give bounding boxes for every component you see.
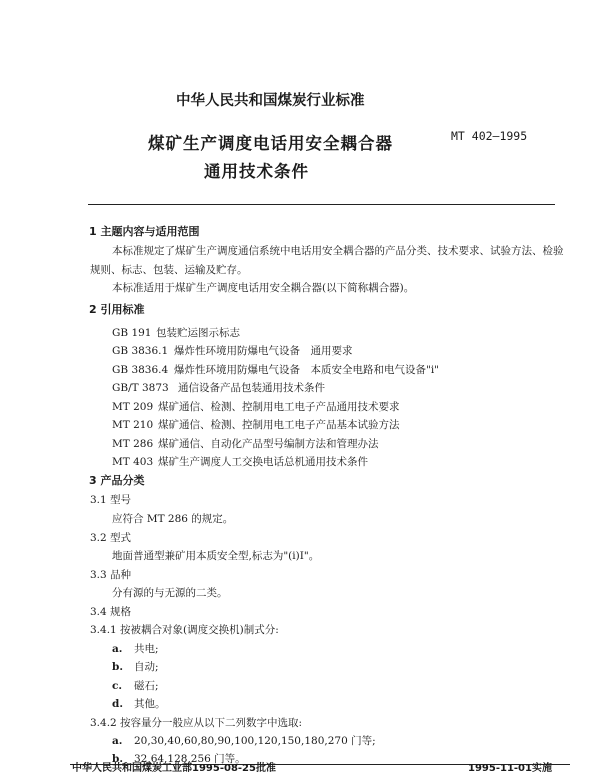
section3-1-heading: 3.1 型号	[90, 494, 132, 506]
list-item	[112, 733, 376, 748]
list-text: 自动;	[134, 661, 159, 673]
list-label: a.	[112, 643, 123, 655]
reference-item	[112, 343, 353, 358]
list-text: 32,64,128,256 门等。	[134, 753, 246, 765]
implementation-date: 1995-11-01实施	[468, 763, 552, 774]
reference-code: GB 3836.4	[112, 364, 169, 376]
reference-item	[112, 417, 400, 432]
doc-title-line1: 煤矿生产调度电话用安全耦合器	[148, 134, 393, 153]
section3-heading: 3 产品分类	[89, 474, 145, 487]
reference-code: GB 3836.1	[112, 345, 169, 357]
section3-3-heading: 3.3 品种	[90, 569, 132, 581]
reference-title: 煤矿通信、检测、控制用电工电子产品通用技术要求	[158, 401, 400, 413]
reference-item	[112, 362, 439, 377]
reference-code: MT 210	[112, 419, 154, 431]
list-item	[112, 696, 166, 711]
section1-heading: 1 主题内容与适用范围	[89, 225, 200, 238]
reference-title: 爆炸性环境用防爆电气设备 通用要求	[174, 345, 353, 357]
section3-4-2-heading: 3.4.2 按容量分一般应从以下二列数字中选取:	[90, 717, 303, 729]
section1-para2: 本标准适用于煤矿生产调度电话用安全耦合器(以下简称耦合器)。	[112, 282, 415, 294]
list-label: a.	[112, 735, 123, 747]
reference-title: 包装贮运图示标志	[156, 327, 240, 339]
list-item	[112, 659, 159, 674]
list-label: b.	[112, 753, 123, 765]
reference-code: MT 286	[112, 438, 154, 450]
list-text: 其他。	[134, 698, 166, 710]
list-item	[112, 678, 159, 693]
reference-title: 爆炸性环境用防爆电气设备 本质安全电路和电气设备"i"	[174, 364, 440, 376]
reference-title: 煤矿通信、自动化产品型号编制方法和管理办法	[158, 438, 379, 450]
reference-item	[112, 454, 368, 469]
list-text: 共电;	[134, 643, 159, 655]
reference-item	[112, 399, 400, 414]
reference-item	[112, 325, 240, 340]
list-item	[112, 641, 159, 656]
list-text: 20,30,40,60,80,90,100,120,150,180,270 门等;	[134, 735, 376, 747]
list-label: c.	[112, 680, 123, 692]
reference-code: GB 191	[112, 327, 152, 339]
list-label: b.	[112, 661, 123, 673]
section3-2-text: 地面普通型兼矿用本质安全型,标志为"(i)I"。	[112, 550, 320, 562]
section3-4-heading: 3.4 规格	[90, 606, 132, 618]
reference-item	[112, 436, 379, 451]
section3-1-text: 应符合 MT 286 的规定。	[112, 513, 234, 525]
approval-line: 中华人民共和国煤炭工业部1995-08-25批准	[72, 763, 276, 774]
reference-item	[112, 380, 325, 395]
reference-code: MT 403	[112, 456, 154, 468]
section1-para1-line1: 本标准规定了煤矿生产调度通信系统中电话用安全耦合器的产品分类、技术要求、试验方法、检验	[112, 245, 564, 257]
reference-title: 煤矿通信、检测、控制用电工电子产品基本试验方法	[158, 419, 400, 431]
section3-2-heading: 3.2 型式	[90, 532, 132, 544]
doc-title-line2: 通用技术条件	[204, 162, 309, 181]
list-label: d.	[112, 698, 123, 710]
reference-code: MT 209	[112, 401, 154, 413]
org-title: 中华人民共和国煤炭行业标准	[176, 93, 365, 109]
section1-para1-line2: 规则、标志、包装、运输及贮存。	[90, 264, 248, 276]
reference-title: 通信设备产品包装通用技术条件	[178, 382, 325, 394]
reference-code: GB/T 3873	[112, 382, 169, 394]
section3-3-text: 分有源的与无源的二类。	[112, 587, 228, 599]
standard-number: MT 402—1995	[451, 129, 528, 143]
list-text: 磁石;	[134, 680, 159, 692]
section2-heading: 2 引用标准	[89, 303, 145, 316]
reference-title: 煤矿生产调度人工交换电话总机通用技术条件	[158, 456, 368, 468]
section3-4-1-heading: 3.4.1 按被耦合对象(调度交换机)制式分:	[90, 624, 279, 636]
header-rule	[88, 204, 555, 205]
